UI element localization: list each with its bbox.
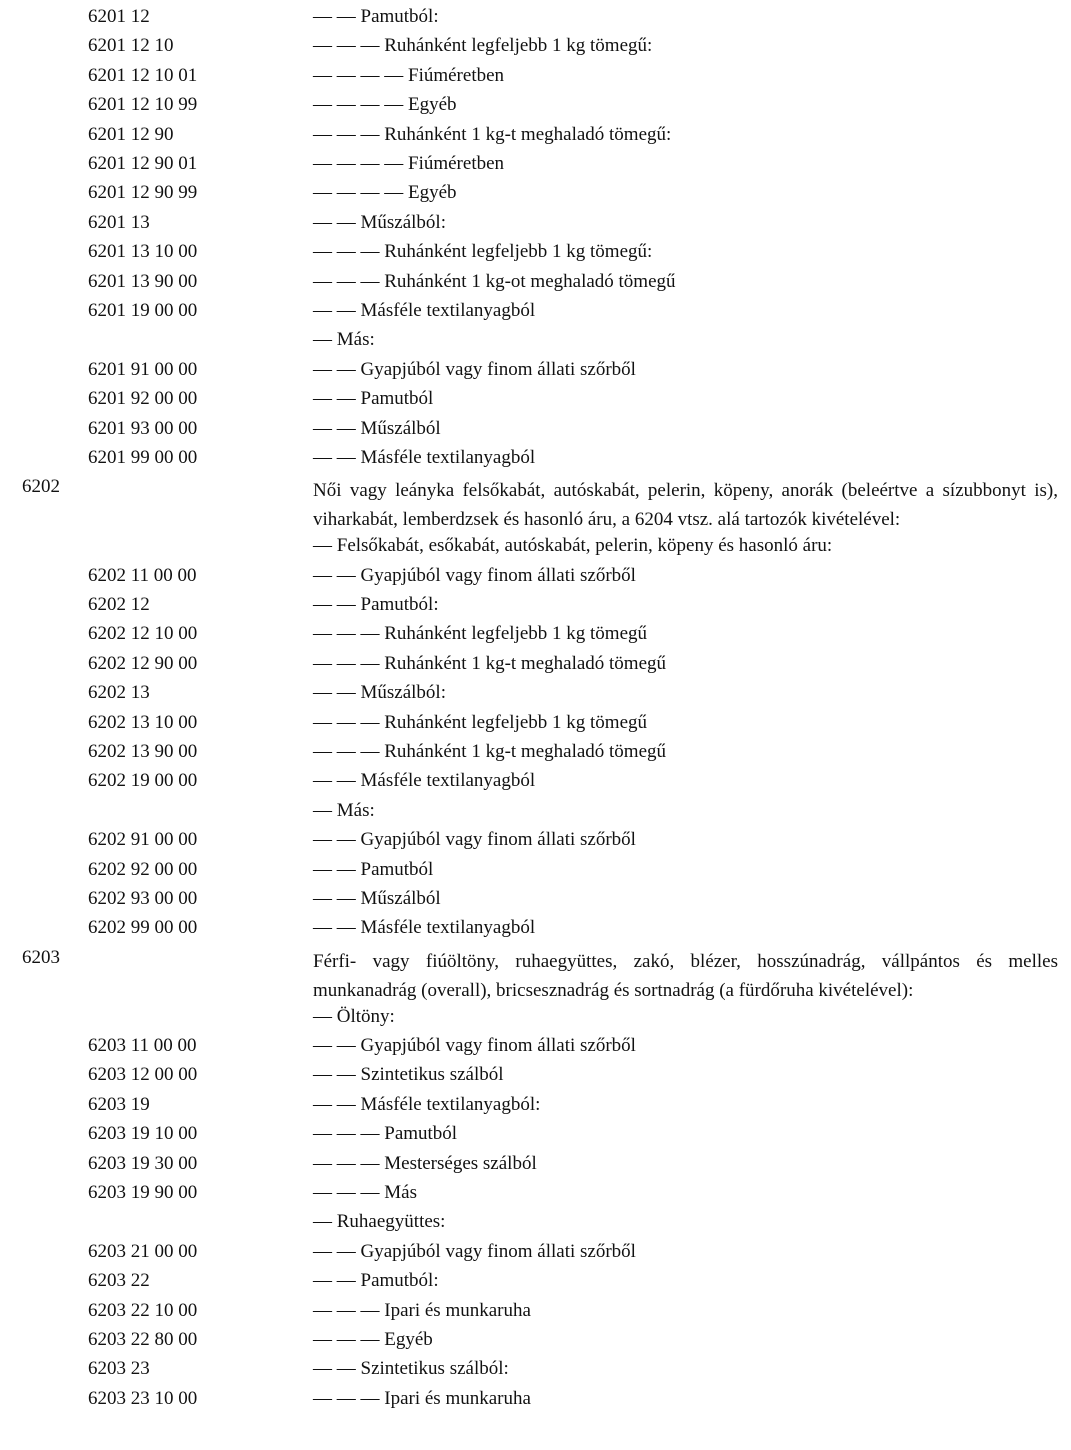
tariff-code: 6202 13 xyxy=(88,682,150,704)
tariff-description: — — — — Egyéb xyxy=(313,94,457,116)
tariff-code: 6202 93 00 00 xyxy=(88,888,198,909)
tariff-description: — — Szintetikus szálból: xyxy=(313,1358,509,1380)
tariff-code: 6202 12 10 00 xyxy=(88,623,198,645)
tariff-code: 6201 91 00 00 xyxy=(88,358,198,380)
tariff-code: 6202 xyxy=(22,476,60,498)
tariff-code: 6201 99 00 00 xyxy=(88,447,198,468)
tariff-code: 6203 19 10 00 xyxy=(88,1123,198,1145)
tariff-description: — — Másféle textilanyagból xyxy=(313,300,536,321)
tariff-description: — — Pamutból: xyxy=(313,1270,439,1292)
tariff-description: — — Másféle textilanyagból xyxy=(313,447,536,468)
tariff-code: 6202 13 90 00 xyxy=(88,741,198,762)
tariff-description: — — Gyapjúból vagy finom állati szőrből xyxy=(313,358,636,380)
tariff-code: 6203 19 30 00 xyxy=(88,1152,198,1174)
tariff-code: 6203 21 00 00 xyxy=(88,1240,198,1262)
tariff-description: — — Gyapjúból vagy finom állati szőrből xyxy=(313,1240,636,1262)
tariff-code: 6203 22 80 00 xyxy=(88,1329,198,1350)
tariff-code: 6201 13 10 00 xyxy=(88,241,198,263)
tariff-code: 6201 12 90 99 xyxy=(88,182,198,204)
tariff-description: — — Pamutból xyxy=(313,388,434,410)
tariff-description: — Más: xyxy=(313,329,375,351)
tariff-code: 6201 12 10 01 xyxy=(88,64,198,86)
tariff-code: 6201 93 00 00 xyxy=(88,417,198,439)
tariff-code: 6202 12 90 00 xyxy=(88,652,198,674)
tariff-code: 6202 12 xyxy=(88,594,150,615)
tariff-description: — — — — Egyéb xyxy=(313,182,457,204)
tariff-description: — — Gyapjúból vagy finom állati szőrből xyxy=(313,564,636,586)
tariff-description: — — Másféle textilanyagból xyxy=(313,770,536,792)
tariff-description: — Más: xyxy=(313,799,375,821)
tariff-description: — — Műszálból xyxy=(313,417,441,439)
tariff-description: Férfi- vagy fiúöltöny, ruhaegyüttes, zakó, blézer, hosszúnadrág, vállpántos és melles munkanadrág (overall), bricsesznadrág és sortnadrág (a fürdőruha kivételével): xyxy=(313,950,1058,1001)
tariff-code: 6203 22 xyxy=(88,1270,150,1292)
tariff-code: 6201 19 00 00 xyxy=(88,300,198,321)
tariff-description: — — — Ipari és munkaruha xyxy=(313,1299,531,1321)
tariff-description: Női vagy leányka felsőkabát, autóskabát, pelerin, köpeny, anorák (beleértve a sízubbonyt is), viharkabát, lemberdzsek és hasonló áru, a 6204 vtsz. alá tartozók kivételével: xyxy=(313,480,1058,531)
tariff-description: — — Pamutból xyxy=(313,858,434,880)
tariff-code: 6202 13 10 00 xyxy=(88,711,198,733)
tariff-description: — — — Egyéb xyxy=(313,1329,433,1350)
tariff-description: — Felsőkabát, esőkabát, autóskabát, pelerin, köpeny és hasonló áru: xyxy=(313,535,833,557)
tariff-code: 6203 19 xyxy=(88,1093,150,1115)
tariff-code: 6201 92 00 00 xyxy=(88,388,198,410)
tariff-code: 6203 23 10 00 xyxy=(88,1387,198,1409)
tariff-code: 6203 23 xyxy=(88,1358,150,1380)
tariff-description: — — — Ipari és munkaruha xyxy=(313,1387,531,1409)
tariff-code: 6203 12 00 00 xyxy=(88,1064,198,1086)
tariff-code: 6202 19 00 00 xyxy=(88,770,198,792)
tariff-code: 6201 12 10 xyxy=(88,35,174,57)
tariff-code: 6202 91 00 00 xyxy=(88,829,198,851)
tariff-description: — — Gyapjúból vagy finom állati szőrből xyxy=(313,829,636,851)
tariff-code: 6202 99 00 00 xyxy=(88,917,198,939)
tariff-description: — — — Ruhánként 1 kg-ot meghaladó tömegű xyxy=(313,270,676,292)
tariff-code: 6201 13 xyxy=(88,211,150,233)
tariff-code: 6201 12 90 01 xyxy=(88,153,198,174)
tariff-description: — — — Pamutból xyxy=(313,1123,458,1145)
tariff-description: — — Műszálból: xyxy=(313,211,446,233)
tariff-description: — — — — Fiúméretben xyxy=(313,153,505,174)
tariff-description: — — — Ruhánként 1 kg-t meghaladó tömegű xyxy=(313,741,667,762)
tariff-description: — — Pamutból: xyxy=(313,594,439,615)
tariff-description: — — — Ruhánként 1 kg-t meghaladó tömegű xyxy=(313,652,667,674)
tariff-code: 6201 12 90 xyxy=(88,123,174,145)
tariff-description: — — Gyapjúból vagy finom állati szőrből xyxy=(313,1035,636,1056)
tariff-description: — — Másféle textilanyagból xyxy=(313,917,536,939)
tariff-description: — — — Ruhánként 1 kg-t meghaladó tömegű: xyxy=(313,123,672,145)
tariff-description: — — Másféle textilanyagból: xyxy=(313,1093,541,1115)
tariff-description: — — — Ruhánként legfeljebb 1 kg tömegű xyxy=(313,623,648,645)
tariff-description: — — — — Fiúméretben xyxy=(313,64,505,86)
tariff-code: 6201 12 xyxy=(88,6,150,27)
tariff-description: — — — Más xyxy=(313,1182,417,1203)
tariff-description: — — — Ruhánként legfeljebb 1 kg tömegű: xyxy=(313,241,653,263)
tariff-code: 6201 12 10 99 xyxy=(88,94,198,116)
tariff-code: 6203 11 00 00 xyxy=(88,1035,197,1056)
tariff-code: 6201 13 90 00 xyxy=(88,270,198,292)
tariff-description: — Ruhaegyüttes: xyxy=(313,1211,446,1233)
tariff-description: — — — Mesterséges szálból xyxy=(313,1152,537,1174)
tariff-code: 6202 11 00 00 xyxy=(88,564,197,586)
tariff-code: 6202 92 00 00 xyxy=(88,858,198,880)
tariff-description: — — Műszálból: xyxy=(313,682,446,704)
tariff-description: — Öltöny: xyxy=(313,1005,395,1027)
tariff-code: 6203 xyxy=(22,946,60,968)
tariff-description: — — Pamutból: xyxy=(313,6,439,27)
tariff-code: 6203 19 90 00 xyxy=(88,1182,198,1203)
tariff-description: — — Szintetikus szálból xyxy=(313,1064,504,1086)
tariff-description: — — — Ruhánként legfeljebb 1 kg tömegű xyxy=(313,711,648,733)
tariff-code: 6203 22 10 00 xyxy=(88,1299,198,1321)
tariff-description: — — Műszálból xyxy=(313,888,441,909)
tariff-description: — — — Ruhánként legfeljebb 1 kg tömegű: xyxy=(313,35,653,57)
